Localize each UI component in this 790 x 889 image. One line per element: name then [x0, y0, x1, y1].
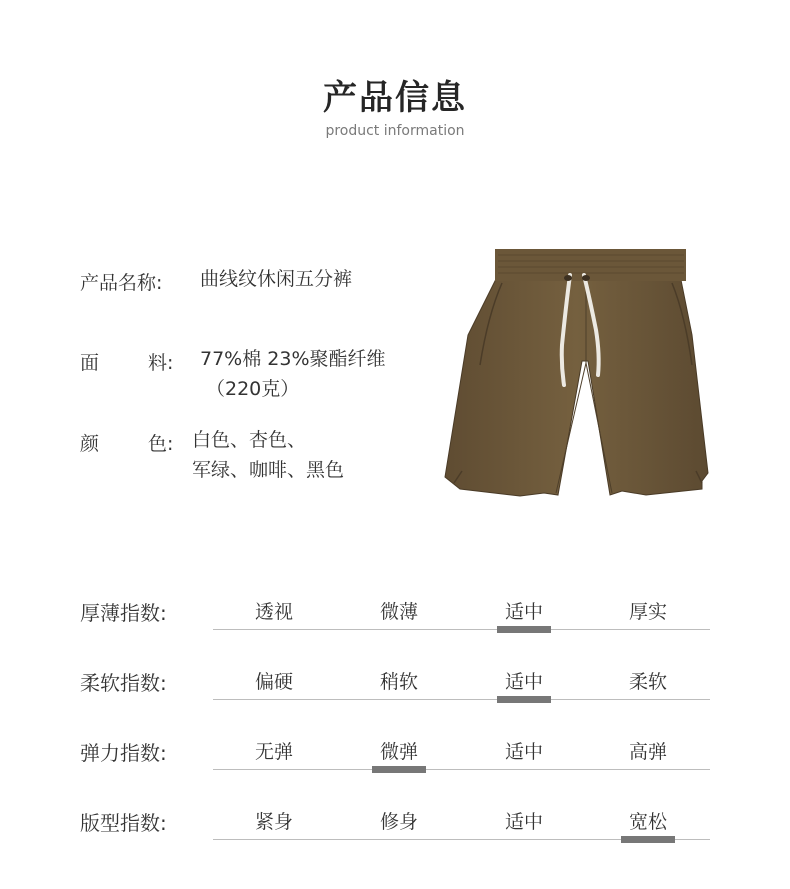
- rating-option: 微弹: [379, 741, 418, 763]
- rating-option: 柔软: [628, 671, 667, 693]
- rating-option: 适中: [504, 601, 543, 623]
- rating-option: 偏硬: [254, 671, 293, 693]
- rating-option: 适中: [504, 671, 543, 693]
- rating-label: 弹力指数:: [80, 741, 167, 765]
- rating-row-thickness: [80, 597, 720, 657]
- rating-row-softness: [80, 667, 720, 727]
- rating-scale-line: [213, 769, 710, 770]
- rating-option: 高弹: [628, 741, 667, 763]
- rating-row-fit: [80, 807, 720, 867]
- rating-option: 修身: [379, 811, 418, 833]
- info-fabric-line1: 77%棉 23%聚酯纤维: [200, 348, 386, 370]
- page-title: 产品信息: [323, 78, 467, 118]
- rating-option: 透视: [254, 601, 293, 623]
- info-color-label-a: 颜: [80, 433, 100, 455]
- info-name-value: 曲线纹休闲五分裤: [200, 268, 353, 290]
- shorts-icon: [440, 245, 725, 500]
- info-name-label: 产品名称:: [80, 272, 163, 294]
- rating-option: 适中: [504, 741, 543, 763]
- info-fabric-label-b: 料:: [148, 352, 174, 374]
- rating-selected-marker: [372, 766, 426, 773]
- rating-option: 稍软: [379, 671, 418, 693]
- info-fabric-label-a: 面: [80, 352, 100, 374]
- rating-row-elasticity: [80, 737, 720, 797]
- rating-option: 微薄: [379, 601, 418, 623]
- info-color-line1: 白色、杏色、: [192, 429, 307, 451]
- info-fabric-line2: （220克）: [206, 378, 300, 400]
- rating-option: 适中: [504, 811, 543, 833]
- rating-option: 紧身: [254, 811, 293, 833]
- rating-label: 版型指数:: [80, 811, 167, 835]
- rating-label: 厚薄指数:: [80, 601, 167, 625]
- rating-option: 无弹: [254, 741, 293, 763]
- rating-scale-line: [213, 699, 710, 700]
- page-subtitle: product information: [325, 123, 465, 139]
- rating-label: 柔软指数:: [80, 671, 167, 695]
- info-color-line2: 军绿、咖啡、黑色: [192, 459, 345, 481]
- rating-option: 厚实: [628, 601, 667, 623]
- info-color-label-b: 色:: [148, 433, 174, 455]
- rating-selected-marker: [621, 836, 675, 843]
- product-image: [440, 245, 725, 500]
- rating-selected-marker: [497, 696, 551, 703]
- rating-option: 宽松: [628, 811, 667, 833]
- rating-selected-marker: [497, 626, 551, 633]
- rating-scale-line: [213, 629, 710, 630]
